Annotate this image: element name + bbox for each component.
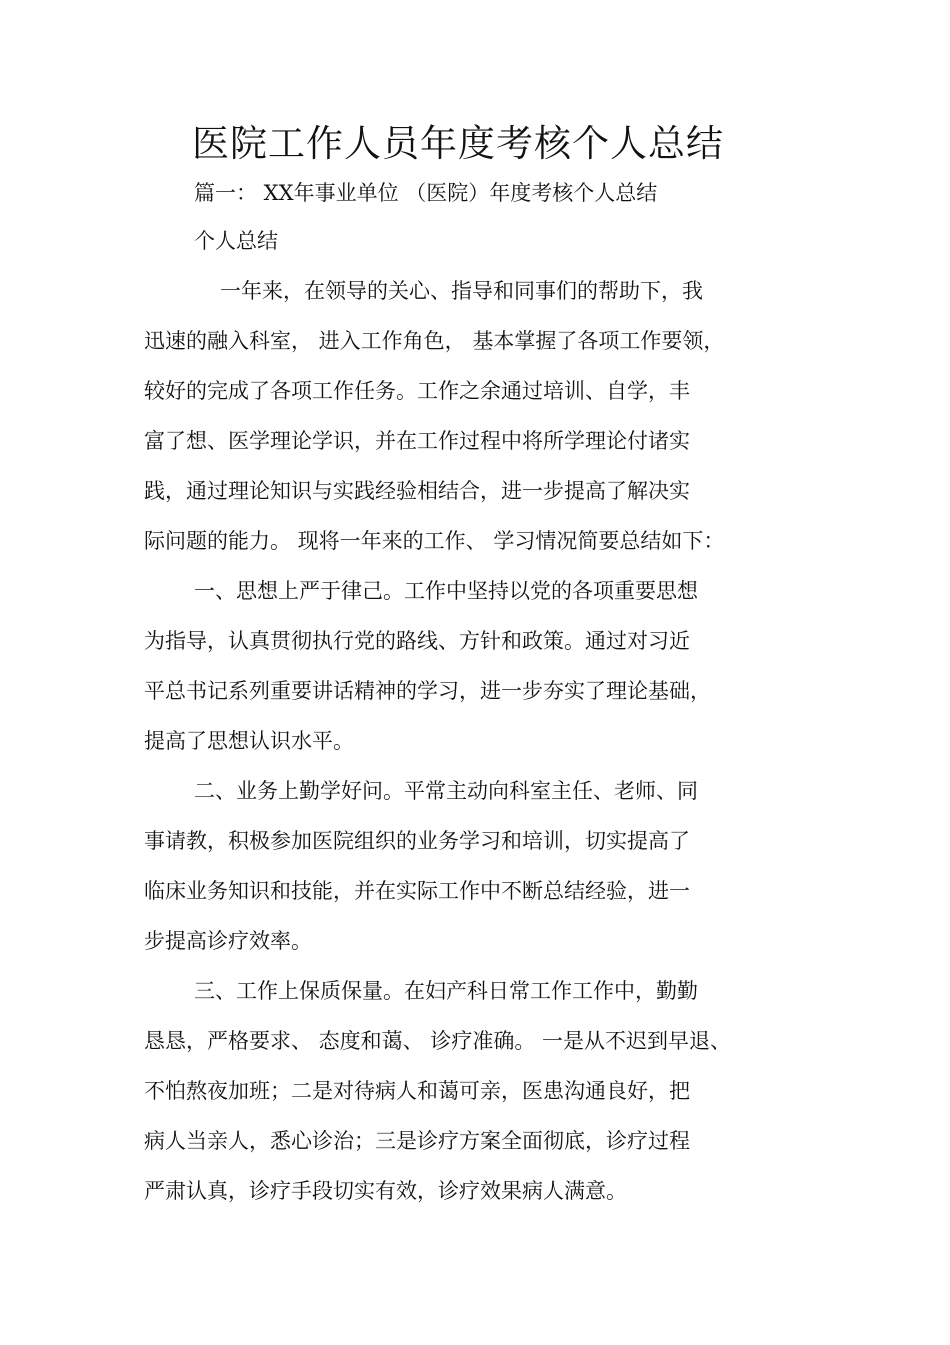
paragraph-line: 富了想、医学理论学识，并在工作过程中将所学理论付诸实 [144, 429, 690, 453]
paragraph-line: 恳恳，严格要求、 态度和蔼、 诊疗准确。 一是从不迟到早退、 [144, 1029, 732, 1053]
document-subtitle: 篇一： XX年事业单位 （医院）年度考核个人总结 [194, 181, 658, 205]
paragraph-line: 三、工作上保质保量。在妇产科日常工作工作中，勤勤 [194, 979, 698, 1003]
paragraph-line: 平总书记系列重要讲话精神的学习，进一步夯实了理论基础， [144, 679, 711, 703]
paragraph-line: 提高了思想认识水平。 [144, 729, 354, 753]
paragraph-line: 事请教，积极参加医院组织的业务学习和培训，切实提高了 [144, 829, 690, 853]
paragraph-line: 际问题的能力。 现将一年来的工作、 学习情况简要总结如下： [144, 529, 725, 553]
paragraph-line: 二、业务上勤学好问。平常主动向科室主任、老师、同 [194, 779, 698, 803]
section-heading: 个人总结 [194, 229, 278, 253]
paragraph-line: 步提高诊疗效率。 [144, 929, 312, 953]
paragraph-line: 践，通过理论知识与实践经验相结合，进一步提高了解决实 [144, 479, 690, 503]
paragraph-line: 为指导，认真贯彻执行党的路线、方针和政策。通过对习近 [144, 629, 690, 653]
paragraph-line: 一年来，在领导的关心、指导和同事们的帮助下，我 [220, 279, 703, 303]
document-title: 医院工作人员年度考核个人总结 [192, 122, 724, 165]
paragraph-line: 不怕熬夜加班；二是对待病人和蔼可亲，医患沟通良好，把 [144, 1079, 690, 1103]
paragraph-line: 迅速的融入科室， 进入工作角色， 基本掌握了各项工作要领， [144, 329, 725, 353]
paragraph-line: 一、思想上严于律己。工作中坚持以党的各项重要思想 [194, 579, 698, 603]
paragraph-line: 临床业务知识和技能，并在实际工作中不断总结经验，进一 [144, 879, 690, 903]
paragraph-line: 病人当亲人，悉心诊治；三是诊疗方案全面彻底，诊疗过程 [144, 1129, 690, 1153]
paragraph-line: 较好的完成了各项工作任务。工作之余通过培训、自学，丰 [144, 379, 690, 403]
paragraph-line: 严肃认真，诊疗手段切实有效，诊疗效果病人满意。 [144, 1179, 627, 1203]
